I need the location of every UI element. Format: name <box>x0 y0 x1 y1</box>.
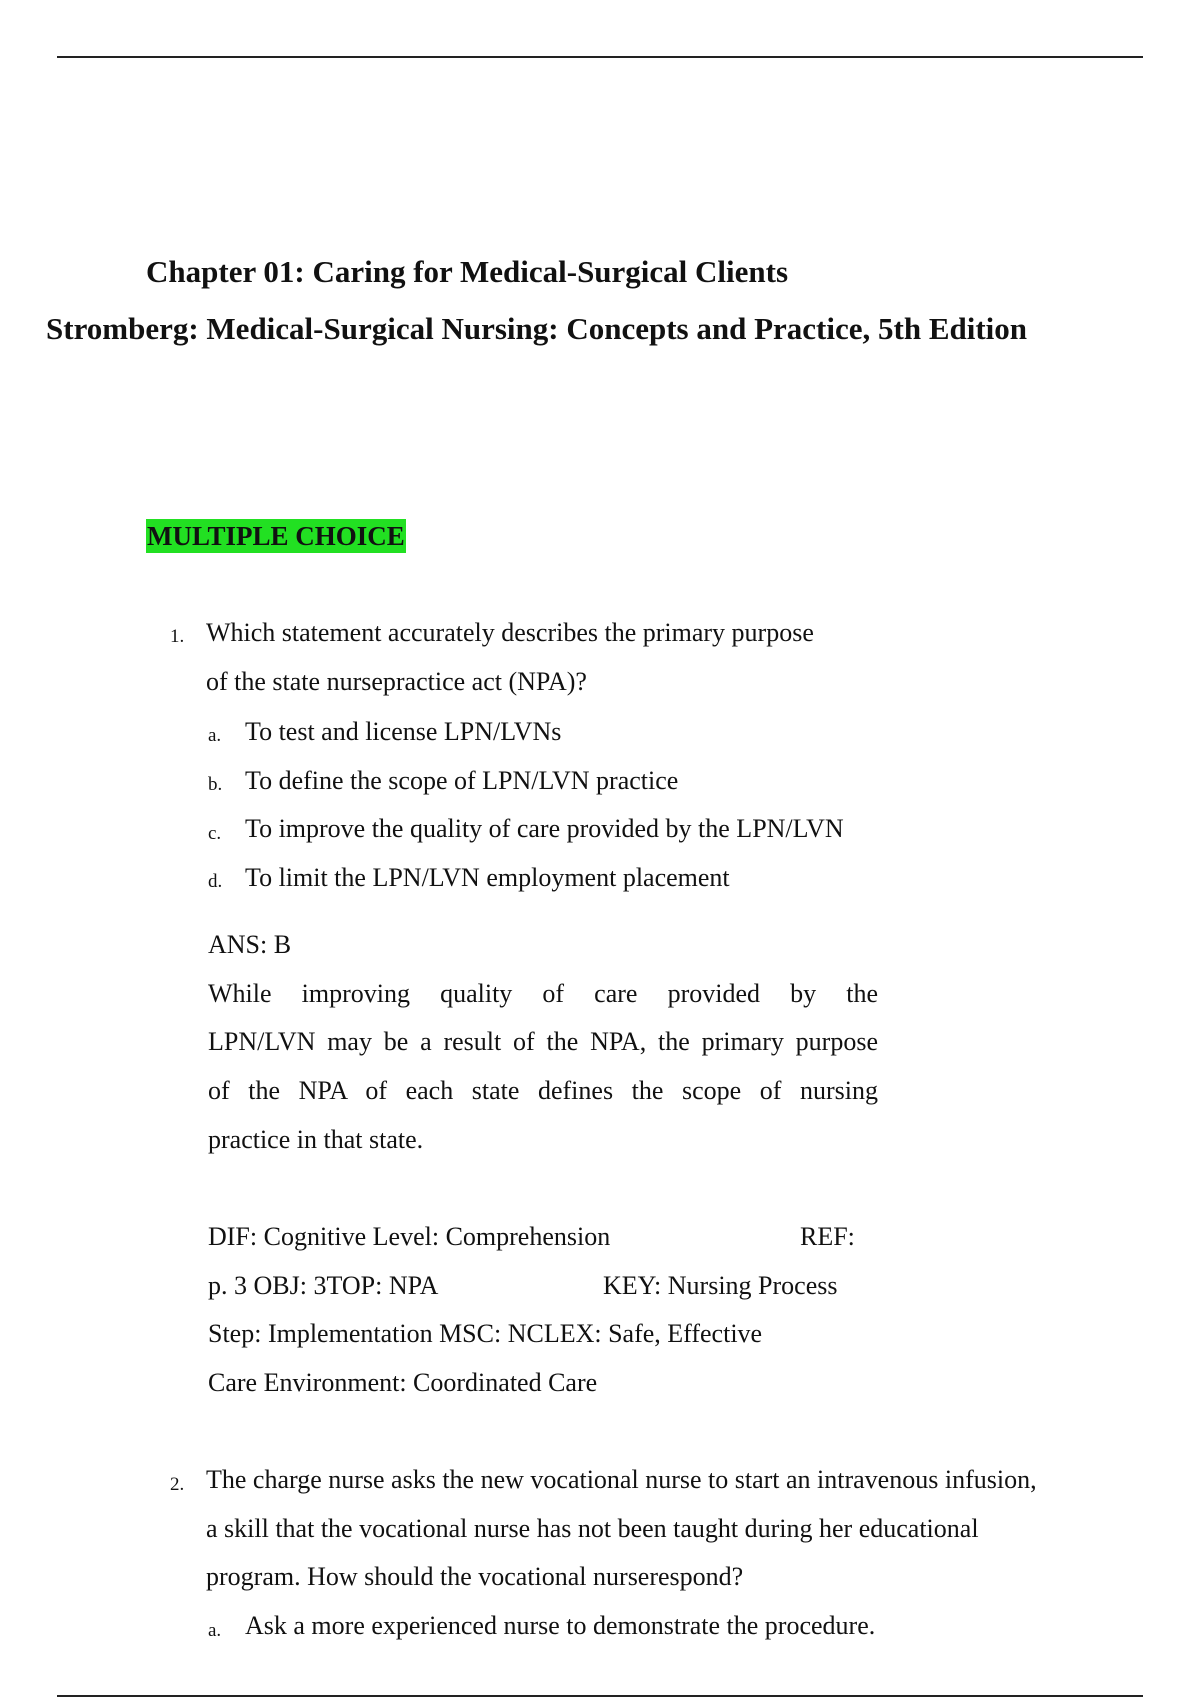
meta-difficulty: DIF: Cognitive Level: Comprehension <box>208 1222 611 1251</box>
question-stem-line: of the state nursepractice act (NPA)? <box>206 667 587 696</box>
top-rule <box>57 56 1143 58</box>
bottom-rule <box>57 1695 1143 1697</box>
meta-page-objective-topic: p. 3 OBJ: 3TOP: NPA <box>208 1271 439 1300</box>
meta-reference: REF: <box>800 1222 855 1251</box>
option-letter: c. <box>208 823 222 844</box>
rationale-line: While improving quality of care provided by the <box>208 979 878 1008</box>
option-letter: b. <box>208 774 223 795</box>
meta-key: KEY: Nursing Process <box>603 1271 838 1300</box>
question-stem-line: a skill that the vocational nurse has not been taught during her educational <box>206 1514 979 1543</box>
option-text: To test and license LPN/LVNs <box>245 717 562 746</box>
chapter-title: Chapter 01: Caring for Medical-Surgical Clients <box>146 254 789 289</box>
section-heading: MULTIPLE CHOICE <box>147 521 405 551</box>
option-letter: d. <box>208 871 223 892</box>
question-number: 2. <box>170 1474 185 1495</box>
meta-care-environment: Care Environment: Coordinated Care <box>208 1368 598 1397</box>
question-stem-line: Which statement accurately describes the primary purpose <box>206 618 814 647</box>
question-number: 1. <box>170 626 185 647</box>
option-letter: a. <box>208 725 222 746</box>
option-text: To improve the quality of care provided by the LPN/LVN <box>245 814 844 843</box>
rationale-line: of the NPA of each state defines the scope of nursing <box>208 1076 878 1105</box>
question-stem-line: program. How should the vocational nurserespond? <box>206 1562 744 1591</box>
question-stem-line: The charge nurse asks the new vocational nurse to start an intravenous infusion, <box>206 1465 1037 1494</box>
answer-key: ANS: B <box>208 930 292 959</box>
option-letter: a. <box>208 1620 222 1641</box>
book-title: Stromberg: Medical-Surgical Nursing: Concepts and Practice, 5th Edition <box>46 311 1028 346</box>
option-text: To limit the LPN/LVN employment placement <box>245 863 730 892</box>
option-text: To define the scope of LPN/LVN practice <box>245 766 679 795</box>
meta-step-msc: Step: Implementation MSC: NCLEX: Safe, Effective <box>208 1319 763 1348</box>
rationale-line: practice in that state. <box>208 1125 424 1154</box>
rationale-line: LPN/LVN may be a result of the NPA, the primary purpose <box>208 1027 878 1056</box>
option-text: Ask a more experienced nurse to demonstrate the procedure. <box>245 1611 876 1640</box>
